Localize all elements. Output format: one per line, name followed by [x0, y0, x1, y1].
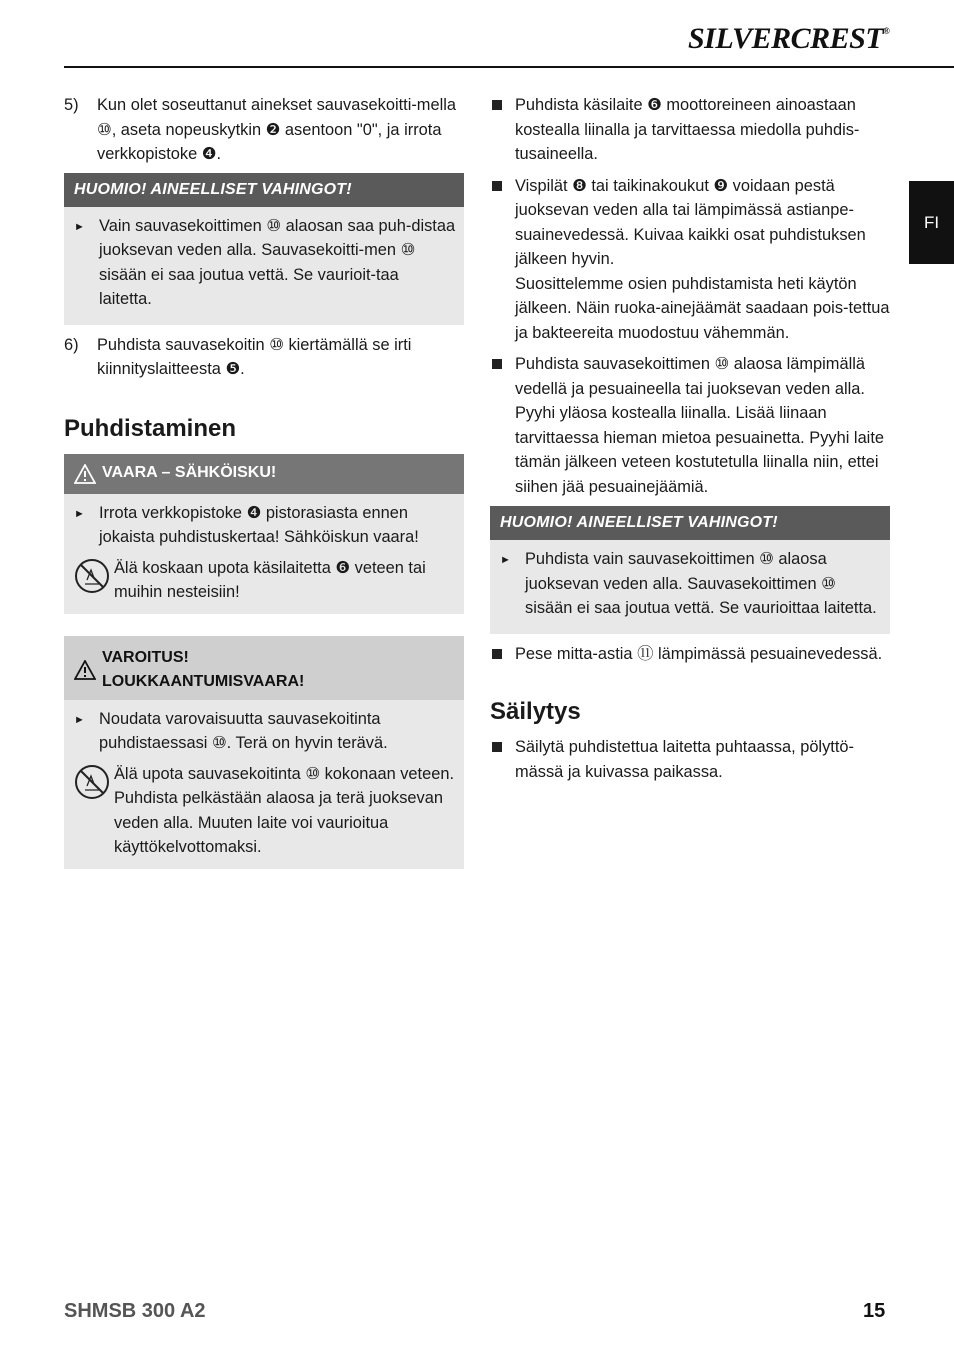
left-column — [64, 93, 464, 877]
warning-injury — [64, 636, 464, 869]
danger-item-prohibition: Älä koskaan upota käsilaitetta ❻ veteen tai muihin nesteisiin! — [74, 556, 456, 605]
bullet-square-icon — [492, 181, 502, 191]
footer-page-number: 15 — [863, 1300, 886, 1322]
bullet-square-icon — [492, 100, 502, 110]
warning-triangle-icon — [74, 646, 96, 694]
danger-electric-shock — [64, 454, 464, 614]
right-column — [490, 93, 890, 791]
bullet-item: Puhdista sauvasekoittimen ⑩ alaosa lämpimällä vedellä ja pesuaineella tai juoksevan veden alla. Pyyhi yläosa kostealla liinalla. Lisää liinaan tarvittaessa hieman mietoa pesuainetta. Pyyhi laite tämän jälkeen veteen kostutetulla liinalla niin, ettei siihen jää pesuainejäämiä. — [490, 352, 890, 499]
header-rule — [64, 66, 954, 68]
brand-logo: SILVERCREST® — [688, 22, 890, 55]
notice-item: ► Vain sauvasekoittimen ⑩ alaosan saa puh-distaa juoksevan veden alla. Sauvasekoitti-men ⑩ sisään ei saa joutua vettä. Se vaurioit-taa laitetta. — [74, 214, 456, 312]
language-tab: FI — [909, 181, 954, 264]
arrow-icon: ► — [74, 220, 85, 233]
section-title-cleaning: Puhdistaminen — [64, 414, 237, 442]
bullet-item: Puhdista käsilaite ❻ moottoreineen ainoastaan kostealla liinalla ja tarvittaessa miedolla puhdis-tusaineella. — [490, 93, 890, 167]
notice-material-damage-2 — [490, 506, 890, 634]
warning-title-line2: LOUKKAANTUMISVAARA! — [102, 672, 305, 690]
bullet-item: Vispilät ❽ tai taikinakoukut ❾ voidaan pestä juoksevan veden alla tai lämpimässä astianpe-suainevedessä. Kuivaa kaikki osat puhdistuksen jälkeen hyvin. Suosittelemme osien puhdistamista heti käytön jälkeen. Näin ruoka-ainejäämät saadaan pois-tettua ja bakteereita muodostuu vähemmän. — [490, 174, 890, 346]
step-5: 5) Kun olet soseuttanut ainekset sauvasekoitti-mella ⑩, aseta nopeuskytkin ❷ asentoon "0", ja irrota verkkopistoke ❹. — [64, 96, 456, 163]
danger-item: ► Irrota verkkopistoke ❹ pistorasiasta ennen jokaista puhdistuskertaa! Sähköiskun vaara! — [74, 501, 456, 550]
notice-item: ► Puhdista vain sauvasekoittimen ⑩ alaosa juoksevan veden alla. Sauvasekoittimen ⑩ sisään ei saa joutua vettä. Se vaurioittaa laitetta. — [500, 547, 882, 621]
bullet-item: Säilytä puhdistettua laitetta puhtaassa, pölyttö-mässä ja kuivassa paikassa. — [490, 735, 890, 784]
warning-item-prohibition: Älä upota sauvasekoitinta ⑩ kokonaan veteen. Puhdista pelkästään alaosa ja terä juoksevan veden alla. Muuten laite voi vaurioitua käyttökelvottomaksi. — [74, 762, 456, 860]
section-title-storage: Säilytys — [490, 698, 581, 725]
arrow-icon: ► — [500, 554, 511, 566]
arrow-icon: ► — [74, 713, 85, 726]
danger-title: VAARA – SÄHKÖISKU! — [102, 464, 277, 482]
no-immersion-icon — [74, 556, 114, 605]
notice-title: HUOMIO! AINEELLISET VAHINGOT! — [490, 506, 890, 540]
warning-title-line1: VAROITUS! — [102, 648, 189, 666]
bullet-square-icon — [492, 742, 502, 752]
step-6: 6) Puhdista sauvasekoitin ⑩ kiertämällä se irti kiinnityslaitteesta ❺. — [64, 335, 412, 378]
warning-triangle-icon — [74, 464, 96, 484]
notice-material-damage — [64, 173, 464, 325]
arrow-icon: ► — [74, 507, 85, 520]
bullet-square-icon — [492, 649, 502, 659]
no-immersion-icon — [74, 762, 114, 860]
footer-model: SHMSB 300 A2 — [64, 1300, 206, 1322]
bullet-square-icon — [492, 359, 502, 369]
warning-item: ► Noudata varovaisuutta sauvasekoitinta puhdistaessasi ⑩. Terä on hyvin terävä. — [74, 707, 456, 756]
notice-title: HUOMIO! AINEELLISET VAHINGOT! — [64, 173, 464, 207]
bullet-item: Pese mitta-astia ⑪ lämpimässä pesuainevedessä. — [490, 642, 890, 667]
